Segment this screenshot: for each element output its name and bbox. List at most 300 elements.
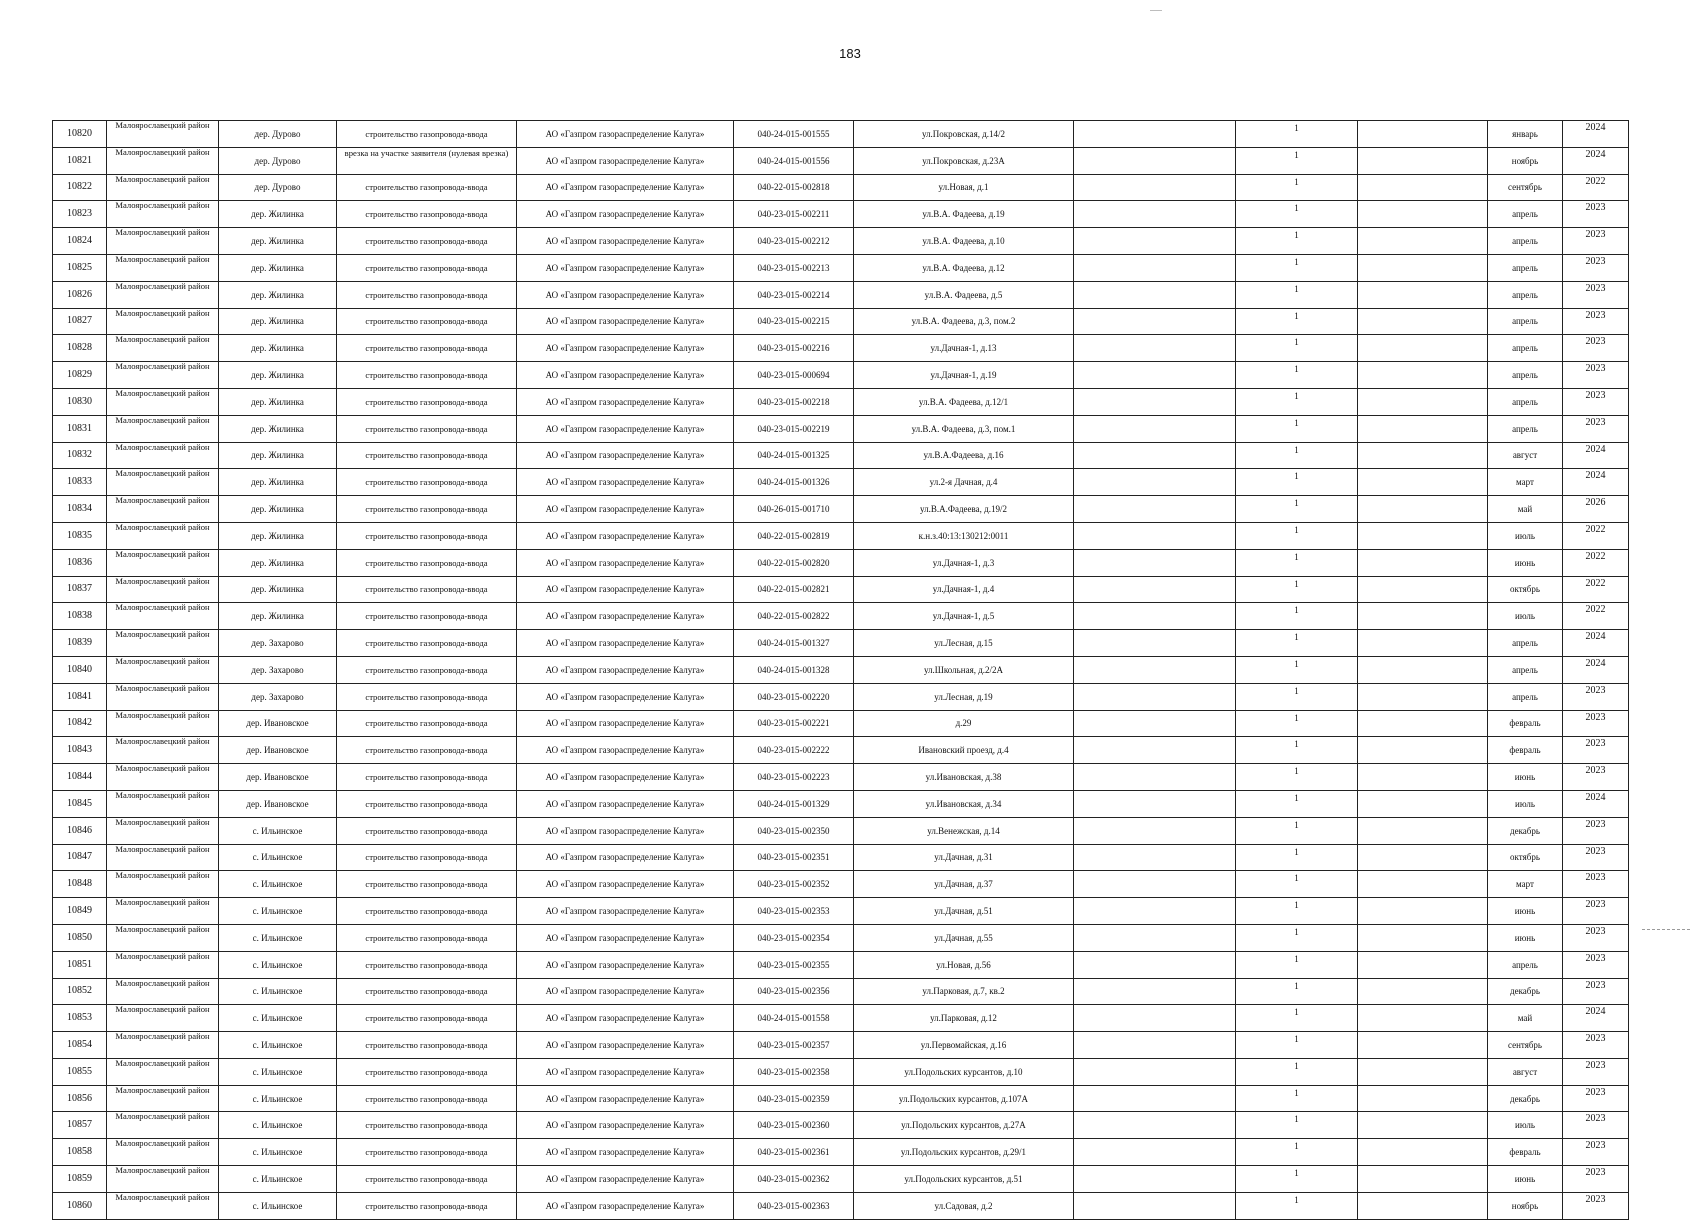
empty-cell — [1358, 1005, 1488, 1032]
work-type-cell: строительство газопровода-ввода — [337, 898, 517, 925]
table-row — [53, 1166, 1629, 1193]
month-cell: июнь — [1488, 764, 1563, 791]
address-cell: ул.Дачная-1, д.13 — [854, 335, 1074, 362]
district-cell: Малоярославецкий район — [107, 844, 219, 871]
locality-cell: дер. Жилинка — [219, 603, 337, 630]
object-code-cell: 040-23-015-002360 — [734, 1112, 854, 1139]
year-cell: 2023 — [1563, 362, 1629, 389]
locality-cell: дер. Ивановское — [219, 764, 337, 791]
empty-cell — [1074, 174, 1236, 201]
locality-cell: дер. Жилинка — [219, 469, 337, 496]
object-code-cell: 040-24-015-001328 — [734, 656, 854, 683]
object-code-cell: 040-24-015-001329 — [734, 790, 854, 817]
empty-cell — [1358, 603, 1488, 630]
quantity-cell: 1 — [1236, 1112, 1358, 1139]
empty-cell — [1074, 951, 1236, 978]
table-row — [53, 147, 1629, 174]
district-cell: Малоярославецкий район — [107, 281, 219, 308]
quantity-cell: 1 — [1236, 1139, 1358, 1166]
address-cell: ул.В.А. Фадеева, д.10 — [854, 228, 1074, 255]
district-cell: Малоярославецкий район — [107, 442, 219, 469]
month-cell: февраль — [1488, 710, 1563, 737]
table-body — [53, 121, 1629, 1220]
year-cell: 2024 — [1563, 121, 1629, 148]
gasification-table — [52, 120, 1629, 1220]
district-cell: Малоярославецкий район — [107, 951, 219, 978]
month-cell: март — [1488, 469, 1563, 496]
district-cell: Малоярославецкий район — [107, 147, 219, 174]
locality-cell: дер. Ивановское — [219, 710, 337, 737]
month-cell: май — [1488, 1005, 1563, 1032]
locality-cell: с. Ильинское — [219, 898, 337, 925]
organization-cell: АО «Газпром газораспределение Калуга» — [517, 817, 734, 844]
month-cell: апрель — [1488, 388, 1563, 415]
empty-cell — [1074, 790, 1236, 817]
work-type-cell: строительство газопровода-ввода — [337, 281, 517, 308]
row-number: 10860 — [53, 1192, 107, 1219]
quantity-cell: 1 — [1236, 362, 1358, 389]
organization-cell: АО «Газпром газораспределение Калуга» — [517, 549, 734, 576]
organization-cell: АО «Газпром газораспределение Калуга» — [517, 308, 734, 335]
table-row — [53, 898, 1629, 925]
row-number: 10853 — [53, 1005, 107, 1032]
organization-cell: АО «Газпром газораспределение Калуга» — [517, 1112, 734, 1139]
row-number: 10840 — [53, 656, 107, 683]
object-code-cell: 040-24-015-001326 — [734, 469, 854, 496]
empty-cell — [1074, 1166, 1236, 1193]
row-number: 10838 — [53, 603, 107, 630]
address-cell: ул.Дачная-1, д.4 — [854, 576, 1074, 603]
object-code-cell: 040-23-015-002354 — [734, 924, 854, 951]
district-cell: Малоярославецкий район — [107, 1192, 219, 1219]
address-cell: ул.Подольских курсантов, д.27А — [854, 1112, 1074, 1139]
locality-cell: с. Ильинское — [219, 978, 337, 1005]
district-cell: Малоярославецкий район — [107, 174, 219, 201]
page-number: 183 — [839, 46, 861, 61]
quantity-cell: 1 — [1236, 174, 1358, 201]
quantity-cell: 1 — [1236, 871, 1358, 898]
work-type-cell: строительство газопровода-ввода — [337, 308, 517, 335]
year-cell: 2023 — [1563, 308, 1629, 335]
organization-cell: АО «Газпром газораспределение Калуга» — [517, 121, 734, 148]
quantity-cell: 1 — [1236, 764, 1358, 791]
year-cell: 2023 — [1563, 415, 1629, 442]
empty-cell — [1358, 147, 1488, 174]
address-cell: ул.Дачная, д.31 — [854, 844, 1074, 871]
work-type-cell: строительство газопровода-ввода — [337, 656, 517, 683]
work-type-cell: строительство газопровода-ввода — [337, 362, 517, 389]
empty-cell — [1358, 951, 1488, 978]
table-row — [53, 362, 1629, 389]
object-code-cell: 040-24-015-001556 — [734, 147, 854, 174]
object-code-cell: 040-23-015-002363 — [734, 1192, 854, 1219]
district-cell: Малоярославецкий район — [107, 1085, 219, 1112]
row-number: 10848 — [53, 871, 107, 898]
empty-cell — [1358, 228, 1488, 255]
district-cell: Малоярославецкий район — [107, 201, 219, 228]
object-code-cell: 040-22-015-002821 — [734, 576, 854, 603]
empty-cell — [1358, 576, 1488, 603]
district-cell: Малоярославецкий район — [107, 469, 219, 496]
work-type-cell: строительство газопровода-ввода — [337, 630, 517, 657]
locality-cell: с. Ильинское — [219, 1005, 337, 1032]
table-row — [53, 1058, 1629, 1085]
organization-cell: АО «Газпром газораспределение Калуга» — [517, 522, 734, 549]
locality-cell: с. Ильинское — [219, 1166, 337, 1193]
month-cell: август — [1488, 1058, 1563, 1085]
quantity-cell: 1 — [1236, 898, 1358, 925]
organization-cell: АО «Газпром газораспределение Калуга» — [517, 924, 734, 951]
district-cell: Малоярославецкий район — [107, 978, 219, 1005]
work-type-cell: строительство газопровода-ввода — [337, 1112, 517, 1139]
address-cell: ул.В.А. Фадеева, д.3, пом.1 — [854, 415, 1074, 442]
object-code-cell: 040-23-015-000694 — [734, 362, 854, 389]
organization-cell: АО «Газпром газораспределение Калуга» — [517, 254, 734, 281]
organization-cell: АО «Газпром газораспределение Калуга» — [517, 1085, 734, 1112]
quantity-cell: 1 — [1236, 335, 1358, 362]
quantity-cell: 1 — [1236, 951, 1358, 978]
locality-cell: с. Ильинское — [219, 1112, 337, 1139]
year-cell: 2024 — [1563, 442, 1629, 469]
empty-cell — [1074, 147, 1236, 174]
empty-cell — [1358, 924, 1488, 951]
table-row — [53, 576, 1629, 603]
organization-cell: АО «Газпром газораспределение Калуга» — [517, 603, 734, 630]
year-cell: 2022 — [1563, 174, 1629, 201]
district-cell: Малоярославецкий район — [107, 549, 219, 576]
locality-cell: дер. Дурово — [219, 147, 337, 174]
quantity-cell: 1 — [1236, 147, 1358, 174]
work-type-cell: строительство газопровода-ввода — [337, 469, 517, 496]
district-cell: Малоярославецкий район — [107, 817, 219, 844]
month-cell: июнь — [1488, 549, 1563, 576]
locality-cell: с. Ильинское — [219, 1032, 337, 1059]
empty-cell — [1074, 442, 1236, 469]
quantity-cell: 1 — [1236, 522, 1358, 549]
month-cell: сентябрь — [1488, 174, 1563, 201]
table-row — [53, 496, 1629, 523]
organization-cell: АО «Газпром газораспределение Калуга» — [517, 469, 734, 496]
table-row — [53, 1032, 1629, 1059]
empty-cell — [1358, 817, 1488, 844]
empty-cell — [1358, 442, 1488, 469]
work-type-cell: строительство газопровода-ввода — [337, 1058, 517, 1085]
year-cell: 2023 — [1563, 844, 1629, 871]
year-cell: 2022 — [1563, 522, 1629, 549]
district-cell: Малоярославецкий район — [107, 737, 219, 764]
locality-cell: дер. Жилинка — [219, 549, 337, 576]
empty-cell — [1358, 174, 1488, 201]
row-number: 10820 — [53, 121, 107, 148]
work-type-cell: строительство газопровода-ввода — [337, 1139, 517, 1166]
table-row — [53, 522, 1629, 549]
month-cell: апрель — [1488, 308, 1563, 335]
month-cell: апрель — [1488, 415, 1563, 442]
organization-cell: АО «Газпром газораспределение Калуга» — [517, 978, 734, 1005]
empty-cell — [1358, 1085, 1488, 1112]
object-code-cell: 040-23-015-002359 — [734, 1085, 854, 1112]
empty-cell — [1074, 362, 1236, 389]
work-type-cell: строительство газопровода-ввода — [337, 764, 517, 791]
empty-cell — [1358, 978, 1488, 1005]
district-cell: Малоярославецкий район — [107, 576, 219, 603]
organization-cell: АО «Газпром газораспределение Калуга» — [517, 1005, 734, 1032]
row-number: 10833 — [53, 469, 107, 496]
district-cell: Малоярославецкий район — [107, 898, 219, 925]
object-code-cell: 040-23-015-002358 — [734, 1058, 854, 1085]
object-code-cell: 040-22-015-002818 — [734, 174, 854, 201]
address-cell: ул.Лесная, д.15 — [854, 630, 1074, 657]
district-cell: Малоярославецкий район — [107, 683, 219, 710]
object-code-cell: 040-23-015-002350 — [734, 817, 854, 844]
locality-cell: дер. Ивановское — [219, 737, 337, 764]
address-cell: ул.Новая, д.56 — [854, 951, 1074, 978]
organization-cell: АО «Газпром газораспределение Калуга» — [517, 683, 734, 710]
empty-cell — [1074, 1032, 1236, 1059]
table-row — [53, 603, 1629, 630]
district-cell: Малоярославецкий район — [107, 522, 219, 549]
table-row — [53, 201, 1629, 228]
table-row — [53, 683, 1629, 710]
table-row — [53, 1085, 1629, 1112]
organization-cell: АО «Газпром газораспределение Калуга» — [517, 496, 734, 523]
quantity-cell: 1 — [1236, 388, 1358, 415]
organization-cell: АО «Газпром газораспределение Калуга» — [517, 951, 734, 978]
address-cell: ул.Дачная-1, д.3 — [854, 549, 1074, 576]
work-type-cell: строительство газопровода-ввода — [337, 442, 517, 469]
organization-cell: АО «Газпром газораспределение Калуга» — [517, 898, 734, 925]
row-number: 10841 — [53, 683, 107, 710]
row-number: 10837 — [53, 576, 107, 603]
work-type-cell: строительство газопровода-ввода — [337, 790, 517, 817]
address-cell: ул.Покровская, д.23А — [854, 147, 1074, 174]
district-cell: Малоярославецкий район — [107, 228, 219, 255]
table-row — [53, 1192, 1629, 1219]
organization-cell: АО «Газпром газораспределение Калуга» — [517, 174, 734, 201]
address-cell: ул.Ивановская, д.38 — [854, 764, 1074, 791]
empty-cell — [1358, 630, 1488, 657]
locality-cell: дер. Захарово — [219, 683, 337, 710]
object-code-cell: 040-23-015-002355 — [734, 951, 854, 978]
empty-cell — [1074, 898, 1236, 925]
table-row — [53, 710, 1629, 737]
empty-cell — [1074, 978, 1236, 1005]
empty-cell — [1074, 549, 1236, 576]
empty-cell — [1358, 281, 1488, 308]
empty-cell — [1358, 549, 1488, 576]
locality-cell: дер. Жилинка — [219, 442, 337, 469]
address-cell: ул.Ивановская, д.34 — [854, 790, 1074, 817]
quantity-cell: 1 — [1236, 978, 1358, 1005]
empty-cell — [1358, 764, 1488, 791]
work-type-cell: строительство газопровода-ввода — [337, 228, 517, 255]
address-cell: ул.Подольских курсантов, д.10 — [854, 1058, 1074, 1085]
year-cell: 2023 — [1563, 737, 1629, 764]
row-number: 10832 — [53, 442, 107, 469]
month-cell: октябрь — [1488, 844, 1563, 871]
work-type-cell: строительство газопровода-ввода — [337, 201, 517, 228]
table-row — [53, 871, 1629, 898]
year-cell: 2022 — [1563, 549, 1629, 576]
organization-cell: АО «Газпром газораспределение Калуга» — [517, 656, 734, 683]
row-number: 10842 — [53, 710, 107, 737]
year-cell: 2023 — [1563, 281, 1629, 308]
year-cell: 2024 — [1563, 790, 1629, 817]
month-cell: апрель — [1488, 228, 1563, 255]
table-row — [53, 254, 1629, 281]
organization-cell: АО «Газпром газораспределение Калуга» — [517, 1166, 734, 1193]
organization-cell: АО «Газпром газораспределение Калуга» — [517, 576, 734, 603]
table-row — [53, 1005, 1629, 1032]
district-cell: Малоярославецкий район — [107, 121, 219, 148]
address-cell: ул.В.А.Фадеева, д.19/2 — [854, 496, 1074, 523]
empty-cell — [1358, 335, 1488, 362]
table-row — [53, 951, 1629, 978]
empty-cell — [1074, 522, 1236, 549]
empty-cell — [1358, 1139, 1488, 1166]
address-cell: д.29 — [854, 710, 1074, 737]
empty-cell — [1074, 1192, 1236, 1219]
year-cell: 2023 — [1563, 228, 1629, 255]
quantity-cell: 1 — [1236, 576, 1358, 603]
address-cell: ул.2-я Дачная, д.4 — [854, 469, 1074, 496]
month-cell: апрель — [1488, 683, 1563, 710]
work-type-cell: строительство газопровода-ввода — [337, 549, 517, 576]
empty-cell — [1358, 522, 1488, 549]
empty-cell — [1074, 817, 1236, 844]
year-cell: 2024 — [1563, 469, 1629, 496]
table-row — [53, 281, 1629, 308]
empty-cell — [1074, 388, 1236, 415]
month-cell: август — [1488, 442, 1563, 469]
quantity-cell: 1 — [1236, 603, 1358, 630]
empty-cell — [1074, 1058, 1236, 1085]
table-row — [53, 924, 1629, 951]
year-cell: 2022 — [1563, 576, 1629, 603]
organization-cell: АО «Газпром газораспределение Калуга» — [517, 871, 734, 898]
row-number: 10857 — [53, 1112, 107, 1139]
locality-cell: дер. Жилинка — [219, 201, 337, 228]
year-cell: 2023 — [1563, 1085, 1629, 1112]
quantity-cell: 1 — [1236, 1032, 1358, 1059]
object-code-cell: 040-23-015-002215 — [734, 308, 854, 335]
empty-cell — [1358, 415, 1488, 442]
row-number: 10844 — [53, 764, 107, 791]
month-cell: апрель — [1488, 951, 1563, 978]
empty-cell — [1074, 201, 1236, 228]
district-cell: Малоярославецкий район — [107, 630, 219, 657]
locality-cell: дер. Жилинка — [219, 388, 337, 415]
row-number: 10827 — [53, 308, 107, 335]
address-cell: ул.Подольских курсантов, д.51 — [854, 1166, 1074, 1193]
table-row — [53, 790, 1629, 817]
district-cell: Малоярославецкий район — [107, 335, 219, 362]
empty-cell — [1358, 308, 1488, 335]
scan-edge-mark — [1642, 929, 1690, 930]
locality-cell: дер. Жилинка — [219, 522, 337, 549]
month-cell: февраль — [1488, 737, 1563, 764]
row-number: 10823 — [53, 201, 107, 228]
row-number: 10847 — [53, 844, 107, 871]
quantity-cell: 1 — [1236, 790, 1358, 817]
address-cell: ул.Подольских курсантов, д.29/1 — [854, 1139, 1074, 1166]
empty-cell — [1074, 496, 1236, 523]
district-cell: Малоярославецкий район — [107, 1058, 219, 1085]
address-cell: ул.Подольских курсантов, д.107А — [854, 1085, 1074, 1112]
district-cell: Малоярославецкий район — [107, 871, 219, 898]
locality-cell: дер. Жилинка — [219, 415, 337, 442]
work-type-cell: строительство газопровода-ввода — [337, 1085, 517, 1112]
quantity-cell: 1 — [1236, 308, 1358, 335]
quantity-cell: 1 — [1236, 1085, 1358, 1112]
empty-cell — [1358, 1032, 1488, 1059]
year-cell: 2026 — [1563, 496, 1629, 523]
empty-cell — [1358, 898, 1488, 925]
locality-cell: дер. Дурово — [219, 174, 337, 201]
table-row — [53, 656, 1629, 683]
month-cell: июнь — [1488, 924, 1563, 951]
address-cell: ул.Дачная, д.51 — [854, 898, 1074, 925]
empty-cell — [1358, 844, 1488, 871]
object-code-cell: 040-24-015-001555 — [734, 121, 854, 148]
object-code-cell: 040-23-015-002218 — [734, 388, 854, 415]
address-cell: ул.В.А. Фадеева, д.19 — [854, 201, 1074, 228]
address-cell: ул.Венежская, д.14 — [854, 817, 1074, 844]
address-cell: ул.Дачная-1, д.5 — [854, 603, 1074, 630]
locality-cell: дер. Жилинка — [219, 254, 337, 281]
quantity-cell: 1 — [1236, 683, 1358, 710]
row-number: 10846 — [53, 817, 107, 844]
month-cell: декабрь — [1488, 1085, 1563, 1112]
quantity-cell: 1 — [1236, 281, 1358, 308]
empty-cell — [1358, 1112, 1488, 1139]
year-cell: 2023 — [1563, 978, 1629, 1005]
empty-cell — [1358, 121, 1488, 148]
quantity-cell: 1 — [1236, 1192, 1358, 1219]
row-number: 10829 — [53, 362, 107, 389]
work-type-cell: строительство газопровода-ввода — [337, 1032, 517, 1059]
address-cell: ул.В.А. Фадеева, д.5 — [854, 281, 1074, 308]
year-cell: 2023 — [1563, 1192, 1629, 1219]
work-type-cell: строительство газопровода-ввода — [337, 603, 517, 630]
table-row — [53, 308, 1629, 335]
quantity-cell: 1 — [1236, 469, 1358, 496]
district-cell: Малоярославецкий район — [107, 764, 219, 791]
district-cell: Малоярославецкий район — [107, 388, 219, 415]
work-type-cell: строительство газопровода-ввода — [337, 388, 517, 415]
empty-cell — [1074, 764, 1236, 791]
organization-cell: АО «Газпром газораспределение Калуга» — [517, 442, 734, 469]
year-cell: 2024 — [1563, 656, 1629, 683]
row-number: 10824 — [53, 228, 107, 255]
district-cell: Малоярославецкий район — [107, 362, 219, 389]
object-code-cell: 040-23-015-002214 — [734, 281, 854, 308]
year-cell: 2023 — [1563, 683, 1629, 710]
work-type-cell: строительство газопровода-ввода — [337, 522, 517, 549]
table-row — [53, 174, 1629, 201]
table-row — [53, 764, 1629, 791]
year-cell: 2023 — [1563, 817, 1629, 844]
organization-cell: АО «Газпром газораспределение Калуга» — [517, 201, 734, 228]
object-code-cell: 040-23-015-002353 — [734, 898, 854, 925]
work-type-cell: строительство газопровода-ввода — [337, 978, 517, 1005]
row-number: 10828 — [53, 335, 107, 362]
empty-cell — [1074, 415, 1236, 442]
quantity-cell: 1 — [1236, 121, 1358, 148]
year-cell: 2023 — [1563, 898, 1629, 925]
work-type-cell: строительство газопровода-ввода — [337, 415, 517, 442]
object-code-cell: 040-23-015-002219 — [734, 415, 854, 442]
